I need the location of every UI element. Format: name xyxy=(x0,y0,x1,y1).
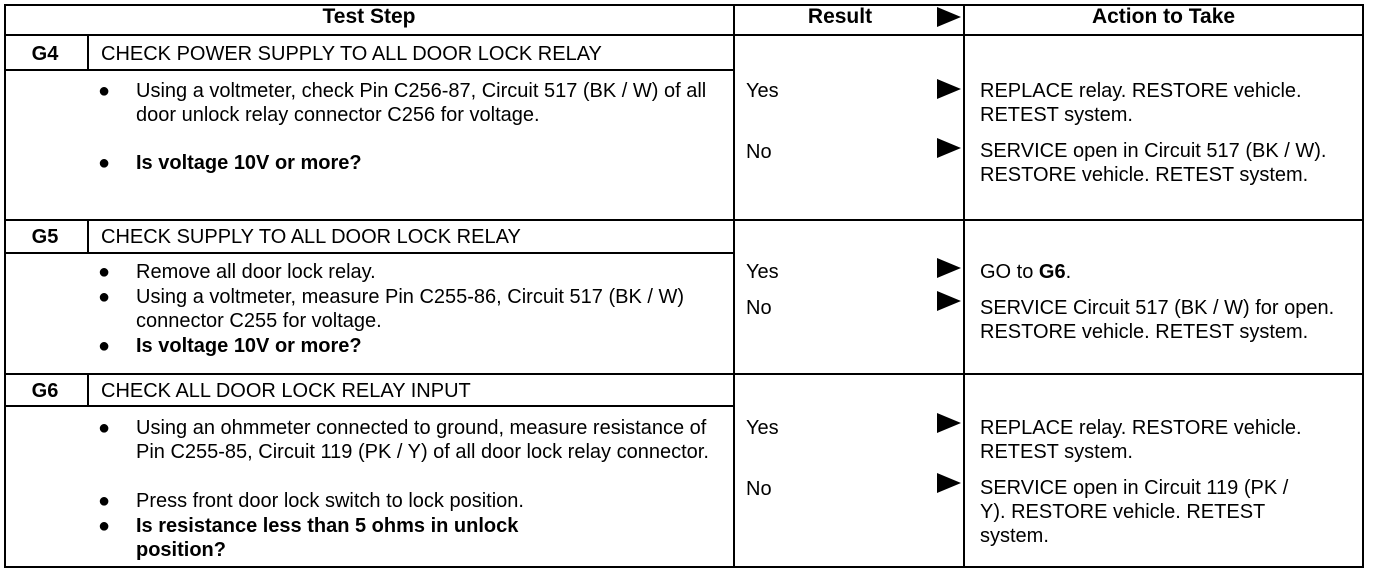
step-title-divider xyxy=(4,252,735,254)
step-code: G5 xyxy=(31,226,59,248)
table-border-bottom xyxy=(4,566,1364,568)
step-instruction: Using a voltmeter, measure Pin C255-86, Circuit 517 (BK / W) connector C255 for voltage. xyxy=(136,286,684,332)
step-title-divider xyxy=(4,69,735,71)
action-yes: REPLACE relay. RESTORE vehicle. RETEST system. xyxy=(980,417,1302,463)
arrow-right-icon xyxy=(937,473,961,493)
arrow-right-icon xyxy=(937,138,961,158)
action-text: GO to xyxy=(980,261,1039,283)
step-link-g6: G6 xyxy=(1038,261,1066,283)
action-no: SERVICE Circuit 517 (BK / W) for open. RESTORE vehicle. RETEST system. xyxy=(980,297,1335,343)
step-code: G4 xyxy=(31,43,59,65)
header-arrow-icon xyxy=(937,7,961,27)
arrow-right-icon xyxy=(937,79,961,99)
row-divider xyxy=(4,219,1364,221)
result-yes: Yes xyxy=(746,261,779,283)
step-instruction: Using a voltmeter, check Pin C256-87, Circuit 517 (BK / W) of all door unlock relay connector C256 for voltage. xyxy=(136,80,707,126)
step-code-divider xyxy=(87,34,89,71)
step-title: CHECK SUPPLY TO ALL DOOR LOCK RELAY xyxy=(101,226,521,248)
step-title: CHECK POWER SUPPLY TO ALL DOOR LOCK RELAY xyxy=(101,43,602,65)
row-divider xyxy=(4,373,1364,375)
action-yes: REPLACE relay. RESTORE vehicle. RETEST system. xyxy=(980,80,1302,126)
bullet-icon: ● xyxy=(98,515,111,537)
action-yes xyxy=(980,260,1360,284)
step-instruction: Press front door lock switch to lock position. xyxy=(136,490,524,512)
step-instruction: Remove all door lock relay. xyxy=(136,261,376,283)
step-question: Is voltage 10V or more? xyxy=(136,335,362,357)
action-text: . xyxy=(1065,261,1072,283)
step-code-divider xyxy=(87,219,89,254)
bullet-icon: ● xyxy=(98,490,111,512)
action-no: SERVICE open in Circuit 517 (BK / W). RESTORE vehicle. RETEST system. xyxy=(980,140,1327,186)
step-code: G6 xyxy=(31,380,59,402)
arrow-right-icon xyxy=(937,413,961,433)
bullet-icon: ● xyxy=(98,261,111,283)
step-question: Is voltage 10V or more? xyxy=(136,152,362,174)
result-no: No xyxy=(746,297,772,319)
arrow-right-icon xyxy=(937,291,961,311)
step-code-divider xyxy=(87,373,89,407)
step-instruction: Using an ohmmeter connected to ground, measure resistance of Pin C255-85, Circuit 119 (PK / Y) of all door lock relay connector. xyxy=(136,417,709,463)
bullet-icon: ● xyxy=(98,80,111,102)
result-yes: Yes xyxy=(746,417,779,439)
step-question: Is resistance less than 5 ohms in unlock position? xyxy=(136,515,519,561)
result-no: No xyxy=(746,478,772,500)
bullet-icon: ● xyxy=(98,152,111,174)
table-border-right xyxy=(1362,4,1364,568)
action-no: SERVICE open in Circuit 119 (PK / Y). RESTORE vehicle. RETEST system. xyxy=(980,477,1289,547)
header-test-step: Test Step xyxy=(322,5,416,28)
table-border-left xyxy=(4,4,6,568)
bullet-icon: ● xyxy=(98,417,111,439)
header-result: Result xyxy=(807,5,873,28)
bullet-icon: ● xyxy=(98,335,111,357)
header-divider xyxy=(4,34,1364,36)
column-divider-result xyxy=(733,4,735,568)
arrow-right-icon xyxy=(937,258,961,278)
bullet-icon: ● xyxy=(98,286,111,308)
step-title-divider xyxy=(4,405,735,407)
result-no: No xyxy=(746,141,772,163)
column-divider-action xyxy=(963,4,965,568)
header-action: Action to Take xyxy=(1091,5,1236,28)
step-title: CHECK ALL DOOR LOCK RELAY INPUT xyxy=(101,380,471,402)
result-yes: Yes xyxy=(746,80,779,102)
